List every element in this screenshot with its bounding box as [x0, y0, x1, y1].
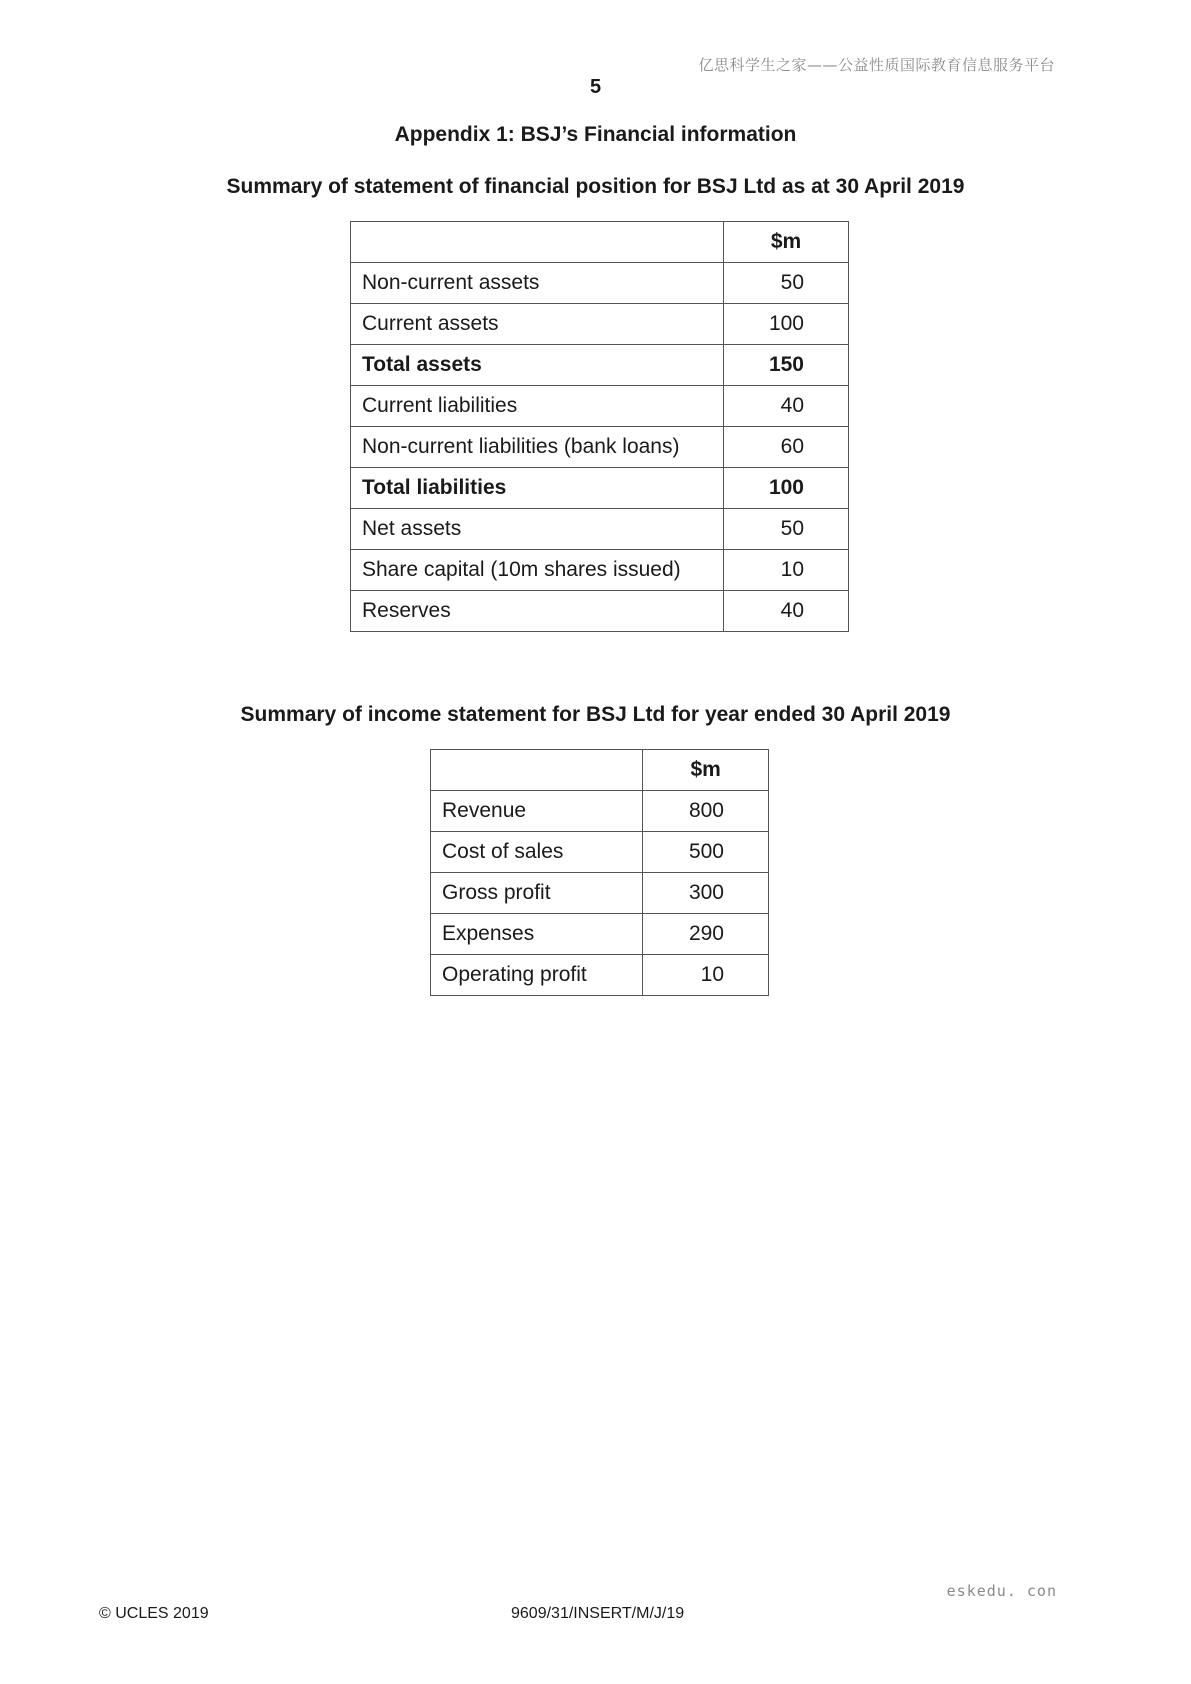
table-row: [431, 832, 769, 873]
row-label: Total assets: [351, 345, 724, 386]
financial-position-table: [350, 221, 849, 632]
row-value: 300: [643, 873, 769, 914]
income-statement-title: Summary of income statement for BSJ Ltd for year ended 30 April 2019: [240, 703, 951, 726]
table-row: [351, 304, 849, 345]
row-label: Gross profit: [431, 873, 643, 914]
table-row: [431, 914, 769, 955]
table-header-unit: $m: [643, 750, 769, 791]
watermark-bottom: eskedu. con: [946, 1582, 1057, 1600]
table-header-unit: $m: [724, 222, 849, 263]
row-value: 40: [724, 386, 849, 427]
row-label: Current liabilities: [351, 386, 724, 427]
row-value: 60: [724, 427, 849, 468]
row-label: Expenses: [431, 914, 643, 955]
row-value: 150: [724, 345, 849, 386]
row-label: Non-current liabilities (bank loans): [351, 427, 724, 468]
table-row: [351, 591, 849, 632]
row-label: Current assets: [351, 304, 724, 345]
table-header-label: [351, 222, 724, 263]
row-label: Total liabilities: [351, 468, 724, 509]
row-value: 500: [643, 832, 769, 873]
footer-paper-code: 9609/31/INSERT/M/J/19: [511, 1605, 685, 1622]
footer-copyright: © UCLES 2019: [99, 1605, 209, 1622]
income-statement-table: [430, 749, 769, 996]
row-label: Reserves: [351, 591, 724, 632]
watermark-top: 亿思科学生之家——公益性质国际教育信息服务平台: [698, 56, 1055, 74]
row-label: Revenue: [431, 791, 643, 832]
row-value: 50: [724, 509, 849, 550]
table-row: [431, 955, 769, 996]
row-value: 10: [643, 955, 769, 996]
appendix-title: Appendix 1: BSJ’s Financial information: [394, 123, 797, 146]
row-label: Cost of sales: [431, 832, 643, 873]
table-row-total: [351, 345, 849, 386]
row-value: 100: [724, 468, 849, 509]
row-value: 800: [643, 791, 769, 832]
table-header-label: [431, 750, 643, 791]
row-label: Operating profit: [431, 955, 643, 996]
row-label: Share capital (10m shares issued): [351, 550, 724, 591]
row-value: 50: [724, 263, 849, 304]
row-value: 290: [643, 914, 769, 955]
row-value: 10: [724, 550, 849, 591]
table-row: [351, 263, 849, 304]
table-row: [431, 873, 769, 914]
row-label: Non-current assets: [351, 263, 724, 304]
table-row: [351, 427, 849, 468]
table-row: [431, 791, 769, 832]
financial-position-title: Summary of statement of financial position for BSJ Ltd as at 30 April 2019: [226, 175, 965, 198]
row-label: Net assets: [351, 509, 724, 550]
table-header-row: [431, 750, 769, 791]
row-value: 100: [724, 304, 849, 345]
table-header-row: [351, 222, 849, 263]
table-row: [351, 509, 849, 550]
page-number: 5: [589, 76, 602, 98]
table-row: [351, 550, 849, 591]
table-row-total: [351, 468, 849, 509]
table-row: [351, 386, 849, 427]
row-value: 40: [724, 591, 849, 632]
